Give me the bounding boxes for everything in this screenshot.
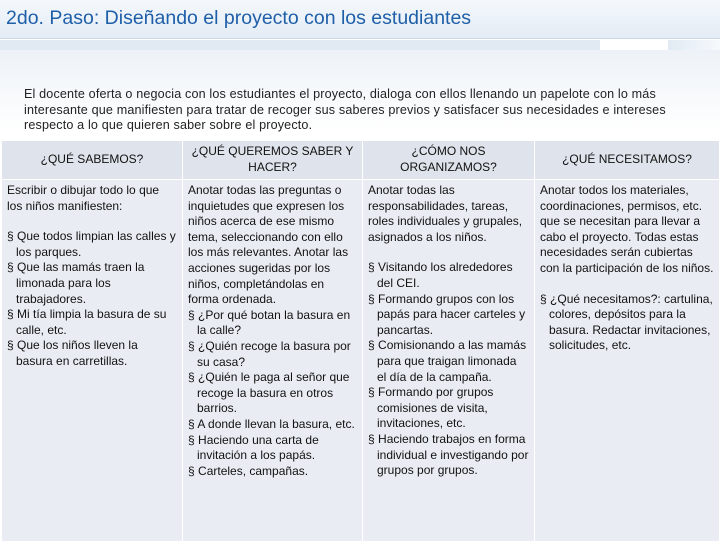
list-item: § ¿Qué necesitamos?: cartulina, colores, depósitos para la basura. Redactar invitaciones, solicitudes, etc.: [540, 291, 713, 353]
list-item: § Haciendo trabajos en forma individual e investigando por grupos por grupos.: [368, 431, 529, 478]
cell-como-organizamos: [363, 180, 535, 542]
bullet-icon: §: [188, 416, 195, 431]
list-item: § ¿Quién recoge la basura por su casa?: [188, 338, 351, 369]
list-item: § Carteles, campañas.: [188, 463, 309, 478]
list-item: § A donde llevan la basura, etc.: [188, 416, 355, 431]
slide-header: [0, 0, 720, 39]
list-item: § Que todos limpian las calles y los parques.: [7, 229, 176, 259]
list-item: § ¿Quién le paga al señor que recoge la basura en otros barrios.: [188, 370, 350, 416]
list-item: § Comisionando a las mamás para que traigan limonada el día de la campaña.: [368, 338, 527, 384]
bullet-icon: §: [368, 385, 375, 400]
table-header-row: [2, 141, 720, 180]
project-design-table: [1, 140, 720, 542]
bullet-icon: §: [368, 291, 375, 306]
header-que-necesitamos: ¿QUÉ NECESITAMOS?: [535, 141, 720, 180]
list-item: § Visitando los alrededores del CEI.: [368, 260, 513, 290]
bullet-icon: §: [7, 260, 14, 275]
bullet-icon: §: [188, 338, 195, 353]
header-que-sabemos: ¿QUÉ SABEMOS?: [2, 141, 183, 180]
bullet-icon: §: [7, 338, 14, 353]
list-item: § Formando grupos con los papás para hacer carteles y pancartas.: [368, 291, 526, 337]
header-como-organizamos: ¿CÓMO NOS ORGANIZAMOS?: [363, 141, 535, 180]
bullet-icon: §: [368, 431, 375, 446]
bullet-icon: §: [188, 432, 195, 447]
header-que-queremos: ¿QUÉ QUEREMOS SABER Y HACER?: [183, 141, 363, 180]
list-item: § Que las mamás traen la limonada para los trabajadores.: [7, 260, 145, 306]
table-content-row: [2, 180, 720, 542]
cell-que-queremos: [183, 180, 363, 542]
bullet-icon: §: [188, 463, 195, 478]
bullet-icon: §: [7, 229, 14, 244]
intro-paragraph: El docente oferta o negocia con los estudiantes el proyecto, dialoga con ellos llenando un papelote con lo más interesante que manifiesten para tratar de recoger sus saberes previos y satisfacer sus necesidades e intereses respecto a lo que quieren saber sobre el proyecto.: [24, 87, 666, 132]
bullet-icon: §: [188, 370, 195, 385]
slide-title: 2do. Paso: Diseñando el proyecto con los estudiantes: [6, 7, 472, 29]
bullet-icon: §: [540, 291, 547, 306]
bullet-icon: §: [188, 307, 195, 322]
bullet-icon: §: [368, 260, 375, 275]
cell-text: Escribir o dibujar todo lo que los niños manifiesten:: [7, 183, 160, 213]
bullet-icon: §: [7, 307, 14, 322]
list-item: § Formando por grupos comisiones de visita, invitaciones, etc.: [368, 385, 494, 431]
cell-que-necesitamos: [535, 180, 720, 542]
list-item: § Mi tía limpia la basura de su calle, etc.: [7, 307, 167, 337]
bullet-icon: §: [368, 338, 375, 353]
list-item: § Que los niños lleven la basura en carretillas.: [7, 338, 138, 368]
list-item: § Haciendo una carta de invitación a los papás.: [188, 432, 319, 463]
list-item: § ¿Por qué botan la basura en la calle?: [188, 307, 351, 338]
cell-text: Anotar todas las responsabilidades, tareas, roles individuales y grupales, asignados a los niños.: [368, 183, 523, 244]
cell-que-sabemos: [2, 180, 183, 542]
cell-text: Anotar todos los materiales, coordinaciones, permisos, etc. que se necesitan para llevar a cabo el proyecto. Todas estas necesidades serán cubiertas con la participación de los niños.: [540, 183, 714, 275]
cell-text: Anotar todas las preguntas o inquietudes que expresen los niños acerca de ese mismo tema, seleccionando con ello los más relevantes. Anotar las acciones sugeridas por los niños, completándolas en forma ordenada.: [188, 183, 349, 307]
